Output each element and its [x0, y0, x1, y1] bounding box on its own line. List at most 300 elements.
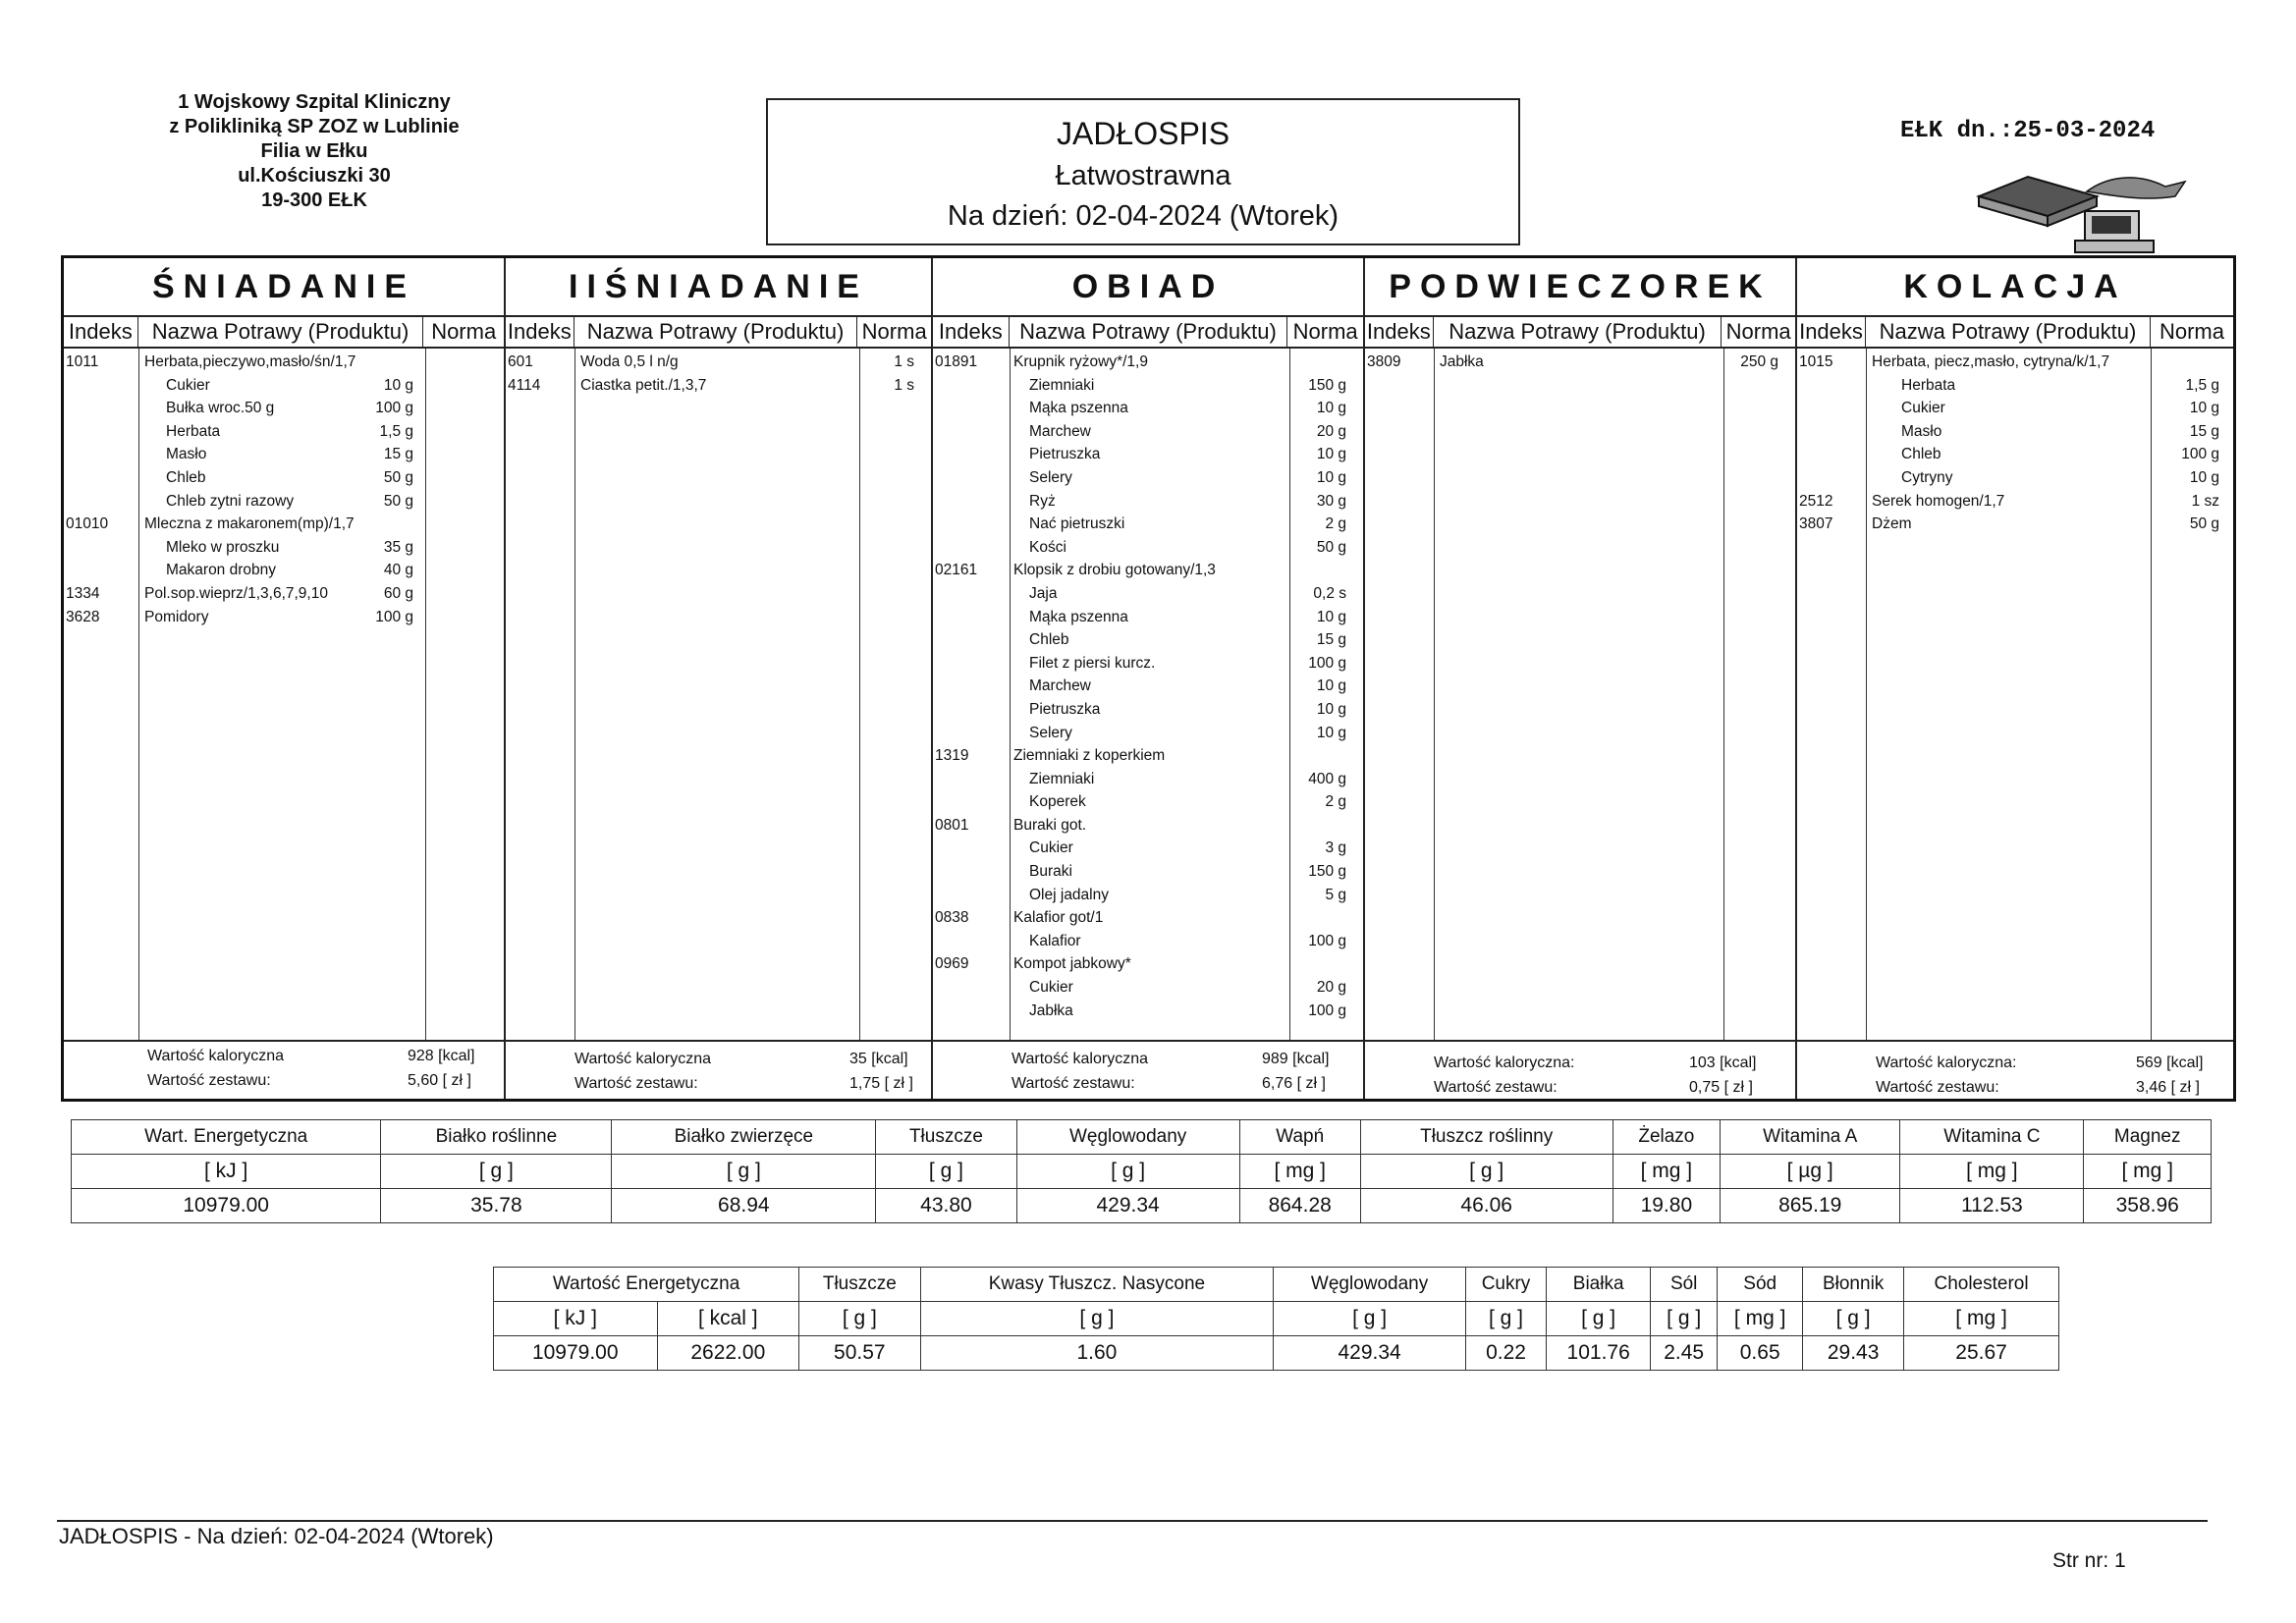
item-norm: 3 g — [1325, 839, 1346, 857]
nutrient-header: Żelazo — [1613, 1120, 1720, 1155]
nutrient-unit: [ g ] — [1803, 1302, 1904, 1336]
menu-grid — [61, 255, 2236, 1102]
name-header: Nazwa Potrawy (Produktu) — [1866, 317, 2151, 347]
meal-footer — [64, 1040, 504, 1099]
menu-row — [1797, 374, 2233, 398]
item-norm: 40 g — [383, 562, 413, 579]
cost-label: Wartość zestawu: — [574, 1075, 698, 1092]
ingredient-name: Mąka pszenna — [1029, 608, 1128, 625]
item-norm: 10 g — [1316, 677, 1346, 695]
dish-name: Kompot jabkowy* — [1013, 955, 1131, 973]
menu-row — [1365, 351, 1795, 374]
cost-value: 6,76 [ zł ] — [1262, 1075, 1326, 1092]
menu-row — [933, 768, 1363, 791]
meal-rows — [506, 351, 931, 397]
cost-value: 0,75 [ zł ] — [1689, 1079, 1753, 1096]
nutrient-value: 25.67 — [1904, 1336, 2059, 1371]
nutrient-unit: [ kJ ] — [72, 1155, 381, 1189]
ingredient-name: Selery — [1029, 468, 1072, 486]
ingredient-name: Nać pietruszki — [1029, 515, 1125, 533]
title-box — [766, 98, 1520, 245]
dish-name: Serek homogen/1,7 — [1872, 492, 2005, 510]
menu-row — [506, 374, 931, 398]
item-norm: 60 g — [383, 584, 413, 602]
hospital-line: z Polikliniką SP ZOZ w Lublinie — [169, 116, 460, 137]
menu-row — [64, 466, 504, 490]
ingredient-name: Herbata — [1901, 376, 1956, 394]
kcal-value: 928 [kcal] — [408, 1048, 475, 1064]
dish-name: Jabłka — [1440, 353, 1484, 370]
nutrient-value: 19.80 — [1613, 1189, 1720, 1223]
kcal-label: Wartość kaloryczna: — [1876, 1055, 2017, 1071]
menu-row — [933, 906, 1363, 930]
nutrient-value: 10979.00 — [72, 1189, 381, 1223]
menu-row — [64, 606, 504, 629]
ingredient-name: Cukier — [1029, 839, 1073, 857]
meal-rows — [64, 351, 504, 628]
hospital-line: Filia w Ełku — [260, 140, 368, 162]
nutrient-value: 10979.00 — [494, 1336, 658, 1371]
cost-label: Wartość zestawu: — [1434, 1079, 1558, 1096]
nutrient-header: Wart. Energetyczna — [72, 1120, 381, 1155]
item-norm: 1 s — [894, 376, 914, 394]
ingredient-name: Cytryny — [1901, 468, 1953, 486]
dish-name: Dżem — [1872, 515, 1912, 533]
nutrient-unit: [ kcal ] — [657, 1302, 799, 1336]
menu-row — [933, 790, 1363, 814]
ingredient-name: Cukier — [1029, 979, 1073, 997]
nutrient-header: Błonnik — [1803, 1268, 1904, 1302]
menu-row — [64, 420, 504, 444]
dish-name: Ziemniaki z koperkiem — [1013, 747, 1166, 765]
meal-footer — [1797, 1040, 2233, 1099]
hospital-address — [118, 90, 511, 213]
ingredient-name: Buraki — [1029, 863, 1072, 881]
menu-row — [933, 443, 1363, 466]
menu-row — [933, 397, 1363, 420]
meal-body — [1797, 349, 2233, 1040]
meal-body — [1365, 349, 1795, 1040]
item-norm: 30 g — [1316, 492, 1346, 510]
item-norm: 50 g — [383, 492, 413, 510]
item-norm: 10 g — [1316, 608, 1346, 625]
nutrient-value: 0.65 — [1718, 1336, 1803, 1371]
meal-body — [933, 349, 1363, 1040]
nutrient-unit: [ g ] — [381, 1155, 612, 1189]
ingredient-name: Bułka wroc.50 g — [166, 400, 275, 417]
item-norm: 2 g — [1325, 793, 1346, 811]
cost-label: Wartość zestawu: — [1011, 1075, 1135, 1092]
menu-row — [64, 559, 504, 582]
menu-row — [933, 860, 1363, 884]
item-norm: 50 g — [2189, 515, 2219, 533]
dish-name: Pol.sop.wieprz/1,3,6,7,9,10 — [144, 584, 328, 602]
ingredient-name: Olej jadalny — [1029, 886, 1109, 903]
column-headers — [506, 317, 931, 349]
ingredient-name: Ziemniaki — [1029, 376, 1095, 394]
nutrient-header: Tłuszcze — [799, 1268, 920, 1302]
ingredient-name: Kalafior — [1029, 932, 1081, 949]
nutrient-header: Witamina A — [1721, 1120, 1900, 1155]
item-norm: 50 g — [383, 468, 413, 486]
item-norm: 50 g — [1316, 538, 1346, 556]
footer-divider — [57, 1520, 2208, 1522]
cost-label: Wartość zestawu: — [147, 1072, 271, 1089]
ingredient-name: Chleb — [166, 468, 206, 486]
meal-title: PODWIECZOREK — [1365, 258, 1795, 317]
nutrient-unit: [ mg ] — [1239, 1155, 1360, 1189]
item-norm: 100 g — [375, 400, 413, 417]
dish-name: Klopsik z drobiu gotowany/1,3 — [1013, 562, 1216, 579]
ingredient-name: Chleb — [1029, 631, 1069, 649]
meal-title: IIŚNIADANIE — [506, 258, 931, 317]
item-norm: 10 g — [1316, 724, 1346, 741]
nutrient-header: Białka — [1547, 1268, 1651, 1302]
menu-row — [933, 744, 1363, 768]
ingredient-name: Kości — [1029, 538, 1066, 556]
item-index: 2512 — [1799, 492, 1833, 510]
ingredient-name: Marchew — [1029, 422, 1091, 440]
nutrient-unit: [ g ] — [612, 1155, 876, 1189]
menu-row — [933, 374, 1363, 398]
item-norm: 100 g — [1308, 654, 1346, 672]
menu-row — [933, 466, 1363, 490]
nutrient-value: 50.57 — [799, 1336, 920, 1371]
nutrient-value: 864.28 — [1239, 1189, 1360, 1223]
nutrient-header: Kwasy Tłuszcz. Nasycone — [920, 1268, 1274, 1302]
meal-footer — [933, 1040, 1363, 1099]
ingredient-name: Masło — [1901, 422, 1942, 440]
nutrient-header: Cukry — [1465, 1268, 1546, 1302]
menu-row — [64, 443, 504, 466]
dish-name: Woda 0,5 l n/g — [580, 353, 679, 370]
menu-row — [933, 837, 1363, 860]
nutrient-unit: [ mg ] — [1904, 1302, 2059, 1336]
item-index: 3628 — [66, 608, 100, 625]
menu-row — [1797, 351, 2233, 374]
nutrient-value: 0.22 — [1465, 1336, 1546, 1371]
column-headers — [1365, 317, 1795, 349]
kcal-value: 35 [kcal] — [849, 1051, 908, 1067]
nutrient-value: 29.43 — [1803, 1336, 1904, 1371]
dish-name: Pomidory — [144, 608, 209, 625]
index-header: Indeks — [1797, 317, 1866, 347]
item-index: 601 — [508, 353, 533, 370]
meal-rows — [1797, 351, 2233, 536]
item-norm: 1,5 g — [2185, 376, 2219, 394]
nutrient-header: Białko zwierzęce — [612, 1120, 876, 1155]
item-norm: 1,5 g — [379, 422, 413, 440]
dish-name: Mleczna z makaronem(mp)/1,7 — [144, 515, 355, 533]
issue-date: EŁK dn.:25-03-2024 — [1900, 118, 2156, 144]
menu-row — [1797, 490, 2233, 514]
index-header: Indeks — [506, 317, 574, 347]
norm-header: Norma — [1292, 319, 1358, 344]
nutrient-header: Węglowodany — [1274, 1268, 1466, 1302]
nutrient-header: Sól — [1651, 1268, 1718, 1302]
hospital-line: 19-300 EŁK — [261, 189, 367, 211]
menu-row — [933, 930, 1363, 953]
kcal-value: 989 [kcal] — [1262, 1051, 1330, 1067]
ingredient-name: Ryż — [1029, 492, 1056, 510]
meal-title: OBIAD — [933, 258, 1363, 317]
ingredient-name: Mąka pszenna — [1029, 400, 1128, 417]
menu-row — [1797, 513, 2233, 536]
ingredient-name: Pietruszka — [1029, 700, 1101, 718]
nutrient-unit: [ µg ] — [1721, 1155, 1900, 1189]
diet-name: Łatwostrawna — [1055, 160, 1231, 191]
norm-header: Norma — [431, 319, 497, 344]
kcal-label: Wartość kaloryczna — [147, 1048, 284, 1064]
footer-title: JADŁOSPIS - Na dzień: 02-04-2024 (Wtorek) — [59, 1524, 494, 1548]
dish-name: Herbata,pieczywo,masło/śn/1,7 — [144, 353, 356, 370]
nutrient-header: Magnez — [2084, 1120, 2212, 1155]
item-norm: 35 g — [383, 538, 413, 556]
meal-afternoon-snack — [1365, 258, 1797, 1099]
item-norm: 100 g — [2181, 446, 2219, 463]
nutrient-value: 865.19 — [1721, 1189, 1900, 1223]
meal-title: KOLACJA — [1797, 258, 2233, 317]
nutrient-unit: [ g ] — [1016, 1155, 1239, 1189]
item-norm: 2 g — [1325, 515, 1346, 533]
cost-value: 5,60 [ zł ] — [408, 1072, 471, 1089]
meal-body — [64, 349, 504, 1040]
meal-footer — [506, 1040, 931, 1099]
menu-row — [64, 513, 504, 536]
item-index: 4114 — [508, 376, 541, 394]
meal-title: ŚNIADANIE — [64, 258, 504, 317]
menu-row — [933, 814, 1363, 838]
name-header: Nazwa Potrawy (Produktu) — [138, 317, 424, 347]
item-norm: 100 g — [375, 608, 413, 625]
menu-row — [933, 351, 1363, 374]
cost-label: Wartość zestawu: — [1876, 1079, 1999, 1096]
nutrient-value: 429.34 — [1274, 1336, 1466, 1371]
nutrient-header: Wartość Energetyczna — [494, 1268, 799, 1302]
nutrient-value: 2622.00 — [657, 1336, 799, 1371]
ingredient-name: Cukier — [1901, 400, 1945, 417]
book-computer-icon — [1969, 167, 2195, 260]
item-norm: 10 g — [1316, 468, 1346, 486]
item-norm: 15 g — [2189, 422, 2219, 440]
ingredient-name: Chleb — [1901, 446, 1941, 463]
nutrient-unit: [ g ] — [1651, 1302, 1718, 1336]
nutrient-unit: [ mg ] — [1718, 1302, 1803, 1336]
nutrient-unit: [ g ] — [1465, 1302, 1546, 1336]
meal-body — [506, 349, 931, 1040]
hospital-line: 1 Wojskowy Szpital Kliniczny — [178, 91, 451, 113]
menu-row — [506, 351, 931, 374]
meal-breakfast — [64, 258, 506, 1099]
nutrient-unit: [ g ] — [1547, 1302, 1651, 1336]
nutrient-value: 112.53 — [1900, 1189, 2084, 1223]
menu-row — [1797, 443, 2233, 466]
ingredient-name: Mleko w proszku — [166, 538, 280, 556]
menu-row — [933, 1000, 1363, 1023]
ingredient-name: Filet z piersi kurcz. — [1029, 654, 1156, 672]
item-norm: 10 g — [1316, 700, 1346, 718]
nutrient-value: 2.45 — [1651, 1336, 1718, 1371]
item-norm: 1 s — [894, 353, 914, 370]
column-headers — [933, 317, 1363, 349]
nutrient-unit: [ kJ ] — [494, 1302, 658, 1336]
item-norm: 20 g — [1316, 979, 1346, 997]
item-index: 0801 — [935, 816, 969, 834]
index-header: Indeks — [933, 317, 1010, 347]
nutrient-value: 46.06 — [1360, 1189, 1613, 1223]
nutrient-header: Cholesterol — [1904, 1268, 2059, 1302]
page-title: JADŁOSPIS — [1056, 116, 1230, 151]
item-norm: 10 g — [2189, 400, 2219, 417]
meal-second-breakfast — [506, 258, 933, 1099]
nutrient-value: 101.76 — [1547, 1336, 1651, 1371]
menu-row — [64, 582, 504, 606]
item-norm: 10 g — [2189, 468, 2219, 486]
meal-lunch — [933, 258, 1365, 1099]
meal-rows — [933, 351, 1363, 1022]
nutrient-header: Węglowodany — [1016, 1120, 1239, 1155]
item-index: 0838 — [935, 909, 969, 927]
kcal-value: 569 [kcal] — [2136, 1055, 2204, 1071]
item-norm: 150 g — [1308, 376, 1346, 394]
ingredient-name: Jabłka — [1029, 1001, 1073, 1019]
nutrient-value: 1.60 — [920, 1336, 1274, 1371]
norm-header: Norma — [2159, 319, 2224, 344]
kcal-label: Wartość kaloryczna — [574, 1051, 711, 1067]
menu-date: Na dzień: 02-04-2024 (Wtorek) — [947, 200, 1339, 232]
item-norm: 10 g — [1316, 446, 1346, 463]
nutrient-unit: [ mg ] — [1900, 1155, 2084, 1189]
nutrient-unit: [ g ] — [799, 1302, 920, 1336]
name-header: Nazwa Potrawy (Produktu) — [1010, 317, 1288, 347]
nutrition-table-detail — [493, 1267, 2059, 1371]
nutrient-header: Witamina C — [1900, 1120, 2084, 1155]
item-norm: 100 g — [1308, 1001, 1346, 1019]
ingredient-name: Pietruszka — [1029, 446, 1101, 463]
nutrient-value: 68.94 — [612, 1189, 876, 1223]
ingredient-name: Herbata — [166, 422, 221, 440]
meal-dinner — [1797, 258, 2233, 1099]
nutrition-table-main — [71, 1119, 2212, 1223]
nutrient-value: 35.78 — [381, 1189, 612, 1223]
menu-row — [933, 675, 1363, 698]
menu-row — [933, 490, 1363, 514]
dish-name: Buraki got. — [1013, 816, 1087, 834]
item-index: 01891 — [935, 353, 978, 370]
menu-row — [64, 490, 504, 514]
hospital-line: ul.Kościuszki 30 — [238, 165, 391, 187]
nutrient-unit: [ mg ] — [1613, 1155, 1720, 1189]
menu-row — [933, 884, 1363, 907]
kcal-label: Wartość kaloryczna: — [1434, 1055, 1575, 1071]
index-header: Indeks — [64, 317, 138, 347]
item-norm: 10 g — [383, 376, 413, 394]
name-header: Nazwa Potrawy (Produktu) — [574, 317, 858, 347]
menu-row — [64, 374, 504, 398]
nutrient-header: Tłuszcze — [876, 1120, 1016, 1155]
item-index: 01010 — [66, 515, 109, 533]
norm-header: Norma — [861, 319, 927, 344]
menu-row — [1797, 420, 2233, 444]
menu-row — [933, 976, 1363, 1000]
item-norm: 100 g — [1308, 932, 1346, 949]
menu-row — [933, 582, 1363, 606]
nutrient-header: Sód — [1718, 1268, 1803, 1302]
item-norm: 0,2 s — [1313, 584, 1346, 602]
nutrient-unit: [ g ] — [1360, 1155, 1613, 1189]
item-index: 0969 — [935, 955, 969, 973]
menu-row — [64, 397, 504, 420]
nutrient-value: 358.96 — [2084, 1189, 2212, 1223]
item-norm: 5 g — [1325, 886, 1346, 903]
menu-row — [933, 420, 1363, 444]
menu-row — [64, 536, 504, 560]
item-index: 1319 — [935, 747, 969, 765]
ingredient-name: Koperek — [1029, 793, 1086, 811]
menu-row — [933, 559, 1363, 582]
ingredient-name: Chleb zytni razowy — [166, 492, 295, 510]
item-norm: 10 g — [1316, 400, 1346, 417]
ingredient-name: Cukier — [166, 376, 210, 394]
item-index: 3807 — [1799, 515, 1833, 533]
dish-name: Krupnik ryżowy*/1,9 — [1013, 353, 1148, 370]
nutrient-value: 43.80 — [876, 1189, 1016, 1223]
dish-name: Kalafior got/1 — [1013, 909, 1104, 927]
item-norm: 15 g — [1316, 631, 1346, 649]
kcal-label: Wartość kaloryczna — [1011, 1051, 1148, 1067]
dish-name: Ciastka petit./1,3,7 — [580, 376, 707, 394]
nutrient-value: 429.34 — [1016, 1189, 1239, 1223]
menu-row — [933, 952, 1363, 976]
menu-row — [933, 513, 1363, 536]
dish-name: Herbata, piecz,masło, cytryna/k/1,7 — [1872, 353, 2110, 370]
column-headers — [1797, 317, 2233, 349]
menu-row — [933, 606, 1363, 629]
cost-value: 1,75 [ zł ] — [849, 1075, 913, 1092]
ingredient-name: Makaron drobny — [166, 562, 277, 579]
nutrient-unit: [ g ] — [920, 1302, 1274, 1336]
index-header: Indeks — [1365, 317, 1434, 347]
ingredient-name: Masło — [166, 446, 207, 463]
menu-row — [1797, 466, 2233, 490]
item-norm: 20 g — [1316, 422, 1346, 440]
menu-row — [933, 652, 1363, 676]
item-norm: 1 sz — [2191, 492, 2219, 510]
menu-row — [1797, 397, 2233, 420]
name-header: Nazwa Potrawy (Produktu) — [1434, 317, 1722, 347]
column-headers — [64, 317, 504, 349]
item-norm: 400 g — [1308, 770, 1346, 787]
item-index: 1015 — [1799, 353, 1833, 370]
item-index: 1011 — [66, 353, 99, 370]
cost-value: 3,46 [ zł ] — [2136, 1079, 2200, 1096]
page-number: Str nr: 1 — [2052, 1549, 2126, 1572]
item-norm: 15 g — [383, 446, 413, 463]
kcal-value: 103 [kcal] — [1689, 1055, 1757, 1071]
meal-footer — [1365, 1040, 1795, 1099]
item-index: 1334 — [66, 584, 100, 602]
item-index: 02161 — [935, 562, 978, 579]
ingredient-name: Marchew — [1029, 677, 1091, 695]
nutrient-header: Białko roślinne — [381, 1120, 612, 1155]
nutrient-header: Tłuszcz roślinny — [1360, 1120, 1613, 1155]
meal-rows — [1365, 351, 1795, 374]
menu-row — [933, 536, 1363, 560]
norm-header: Norma — [1725, 319, 1791, 344]
item-norm: 250 g — [1740, 353, 1778, 370]
nutrient-header: Wapń — [1239, 1120, 1360, 1155]
ingredient-name: Jaja — [1029, 584, 1058, 602]
